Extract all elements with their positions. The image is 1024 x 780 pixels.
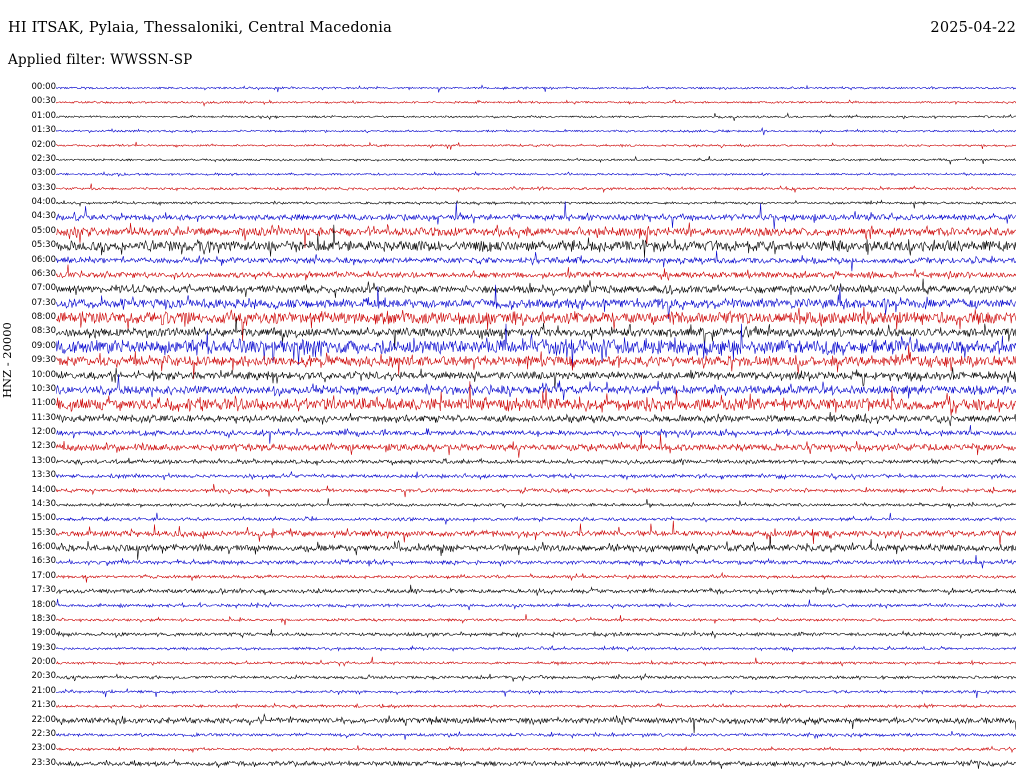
trace-line [56, 714, 1016, 733]
time-tick-label: 02:00 [31, 139, 56, 150]
trace-line [56, 731, 1016, 740]
time-tick-label: 10:30 [31, 383, 56, 394]
helicorder-plot [56, 83, 1016, 773]
time-tick-label: 15:00 [31, 513, 56, 524]
trace-line [56, 264, 1016, 280]
trace-line [56, 425, 1016, 444]
trace-line [56, 745, 1016, 752]
time-tick-label: 08:30 [31, 326, 56, 337]
trace-line [56, 381, 1016, 415]
time-tick-label: 14:00 [31, 484, 56, 495]
trace-line [56, 458, 1016, 466]
seismogram-traces [56, 83, 1016, 773]
time-tick-label: 08:00 [31, 312, 56, 322]
time-tick-label: 00:00 [31, 82, 56, 92]
time-tick-label: 11:30 [31, 412, 56, 423]
time-tick-label: 23:00 [31, 743, 56, 754]
trace-line [56, 703, 1016, 708]
time-tick-label: 05:00 [31, 225, 56, 236]
time-tick-label: 11:00 [31, 398, 56, 409]
trace-line [56, 201, 1016, 229]
time-tick-label: 17:00 [31, 570, 56, 581]
time-tick-label: 01:00 [31, 110, 56, 121]
time-tick-label: 09:00 [31, 340, 56, 351]
trace-line [56, 614, 1016, 625]
time-tick-label: 19:00 [31, 628, 56, 639]
trace-line [56, 657, 1016, 666]
time-tick-label: 07:00 [31, 283, 56, 294]
trace-line [56, 513, 1016, 525]
trace-line [56, 100, 1016, 106]
time-tick-label: 16:00 [31, 542, 56, 552]
trace-line [56, 471, 1016, 480]
trace-line [56, 573, 1016, 583]
time-tick-label: 19:30 [31, 642, 56, 653]
trace-line [56, 521, 1016, 545]
trace-line [56, 585, 1016, 596]
trace-line [56, 142, 1016, 150]
trace-line [56, 689, 1016, 698]
time-tick-label: 18:30 [31, 613, 56, 624]
trace-line [56, 85, 1016, 92]
time-tick-label: 12:30 [31, 441, 56, 452]
time-tick-label: 22:30 [31, 728, 56, 739]
time-tick-label: 14:30 [31, 498, 56, 509]
applied-filter-label: Applied filter: WWSSN-SP [8, 52, 193, 68]
time-tick-label: 10:00 [31, 369, 56, 380]
time-tick-label: 01:30 [31, 125, 56, 136]
time-tick-label: 02:30 [31, 153, 56, 164]
trace-line [56, 374, 1016, 400]
trace-line [56, 498, 1016, 508]
time-tick-label: 09:30 [31, 355, 56, 366]
time-tick-label: 16:30 [31, 556, 56, 567]
time-tick-label: 06:00 [31, 254, 56, 265]
page-title: HI ITSAK, Pylaia, Thessaloniki, Central Macedonia [8, 20, 392, 36]
time-tick-label: 13:00 [31, 455, 56, 466]
trace-line [56, 307, 1016, 341]
trace-line [56, 128, 1016, 135]
trace-line [56, 113, 1016, 121]
trace-line [56, 674, 1016, 682]
time-tick-label: 20:30 [31, 671, 56, 682]
record-date: 2025-04-22 [930, 20, 1016, 36]
trace-line [56, 184, 1016, 193]
trace-line [56, 760, 1016, 769]
time-tick-label: 17:30 [31, 585, 56, 596]
trace-line [56, 599, 1016, 610]
trace-line [56, 412, 1016, 426]
time-tick-label: 15:30 [31, 527, 56, 538]
trace-line [56, 646, 1016, 651]
time-tick-label: 20:00 [31, 657, 56, 667]
trace-line [56, 156, 1016, 164]
time-tick-label: 23:30 [31, 757, 56, 768]
trace-line [56, 484, 1016, 497]
time-tick-label: 04:30 [31, 211, 56, 222]
time-tick-label: 05:30 [31, 240, 56, 251]
time-tick-label: 07:30 [31, 297, 56, 308]
trace-line [56, 367, 1016, 388]
trace-line [56, 200, 1016, 208]
trace-line [56, 555, 1016, 568]
time-tick-label: 21:30 [31, 700, 56, 711]
time-tick-label: 06:30 [31, 268, 56, 279]
y-axis-label: HNZ - 20000 [0, 322, 14, 398]
trace-line [56, 629, 1016, 638]
time-tick-label: 03:30 [31, 182, 56, 193]
trace-line [56, 172, 1016, 176]
time-axis-tick-labels [20, 83, 56, 773]
time-tick-label: 00:30 [31, 96, 56, 107]
time-tick-label: 12:00 [31, 427, 56, 437]
trace-line [56, 251, 1016, 272]
time-tick-label: 13:30 [31, 470, 56, 481]
time-tick-label: 22:00 [31, 714, 56, 725]
time-tick-label: 21:00 [31, 685, 56, 696]
trace-line [56, 223, 1016, 248]
trace-line [56, 279, 1016, 298]
time-tick-label: 04:00 [31, 197, 56, 207]
trace-line [56, 435, 1016, 458]
time-tick-label: 03:00 [31, 168, 56, 179]
trace-line [56, 536, 1016, 559]
time-tick-label: 18:00 [31, 599, 56, 610]
